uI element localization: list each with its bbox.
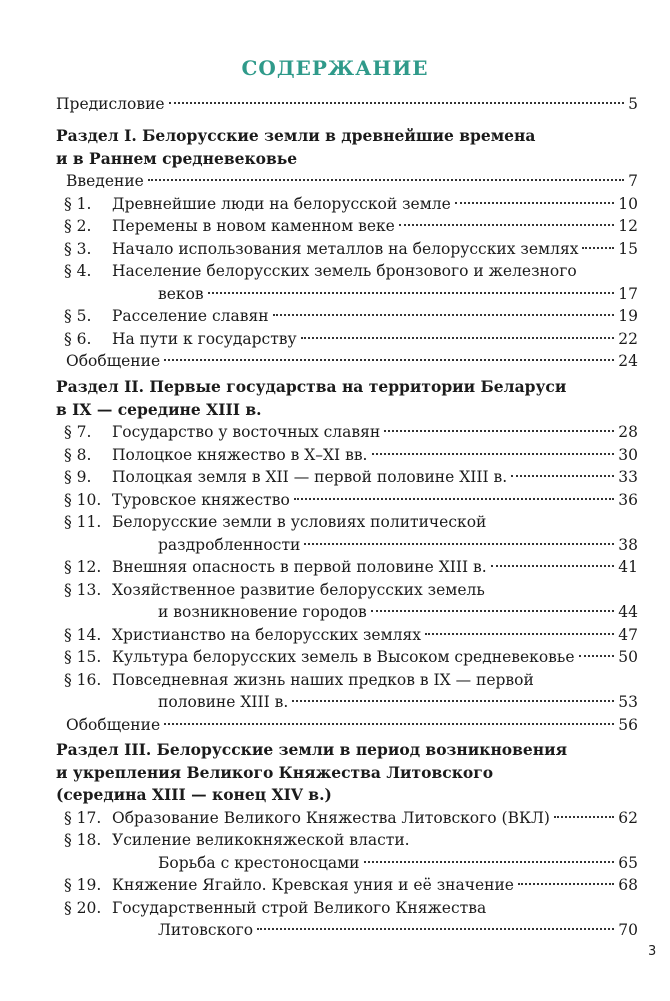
dot-leader [164,723,614,725]
dot-leader [364,861,615,863]
section-title: (середина XIII — конец XIV в.) [56,785,332,804]
entry-title: Литовского [158,921,254,939]
entry-title: Предисловие [56,95,165,113]
entry-title: Расселение славян [112,307,269,325]
entry-title: Полоцкое княжество в X–XI вв. [112,445,368,464]
section-number: § 4. [64,262,92,280]
dot-leader [164,359,614,361]
entry-page: 5 [628,95,638,113]
section-number: § 11. [64,513,102,531]
toc-entry [112,304,638,328]
entry-title: Введение [66,172,144,190]
entry-page: 70 [618,921,638,939]
section-number: § 16. [64,670,102,689]
entry-page: 12 [618,217,638,235]
toc-entry [112,420,638,444]
toc-entry [112,488,638,512]
entry-title: Население белорусских земель бронзового и железного [112,262,577,280]
toc-entry [66,169,638,193]
entry-title: Внешняя опасность в первой половине XIII в. [112,558,487,576]
dot-leader [292,700,614,702]
section-number: § 19. [64,876,102,894]
entry-title: На пути к государству [112,329,297,348]
section-number: § 9. [64,468,92,486]
toc-entry [158,282,638,306]
dot-leader [257,928,614,930]
entry-page: 17 [618,284,638,303]
entry-page: 30 [618,445,638,464]
entry-page: 10 [618,194,638,213]
dot-leader [371,610,615,612]
section-title: в IX — середине XIII в. [56,399,262,419]
section-number: § 15. [64,648,102,666]
toc-entry [112,806,638,830]
entry-page: 62 [618,808,638,827]
dot-leader [304,543,614,545]
toc-entry [158,851,638,875]
toc-entry [112,327,638,351]
entry-title: раздробленности [158,535,301,554]
dot-leader [169,102,625,104]
toc-entry [158,600,638,624]
toc-entry [158,533,638,557]
entry-title: Начало использования металлов на белорусских землях [112,239,579,258]
section-number: § 6. [64,329,92,348]
toc-entry [66,349,638,373]
section-title: и в Раннем средневековье [56,148,298,168]
entry-page: 15 [618,239,638,258]
dot-leader [518,883,614,885]
dot-leader [148,179,624,181]
section-number: § 18. [64,831,102,849]
entry-page: 19 [618,307,638,325]
entry-title: и возникновение городов [158,603,367,621]
toc-entry [112,237,638,261]
entry-title: Образование Великого Княжества Литовского (ВКЛ) [112,808,550,827]
section-number: § 8. [64,445,92,464]
entry-title: Повседневная жизнь наших предков в IX — первой [112,670,534,689]
dot-leader [511,475,614,477]
toc-entry [112,623,638,647]
section-number: § 1. [64,194,92,213]
dot-leader [425,633,614,635]
entry-title: Обобщение [66,352,161,370]
toc-entry [112,645,638,669]
entry-title: Княжение Ягайло. Кревская уния и её значение [112,876,514,894]
dot-leader [372,453,615,455]
toc-entry [112,555,638,579]
entry-page: 53 [618,693,638,711]
toc-entry [112,873,638,897]
entry-title: Государственный строй Великого Княжества [112,898,487,917]
entry-title: Христианство на белорусских землях [112,625,422,644]
entry-page: 36 [618,490,638,509]
entry-page: 56 [618,715,638,734]
dot-leader [273,314,615,316]
entry-page: 50 [618,648,638,666]
entry-title: Туровское княжество [112,490,290,509]
section-number: § 12. [64,558,102,576]
entry-title: Обобщение [66,715,161,734]
entry-page: 68 [618,876,638,894]
entry-title: Древнейшие люди на белорусской земле [112,194,451,213]
entry-title: Усиление великокняжеской власти. [112,831,410,849]
dot-leader [455,202,614,204]
entry-title: Белорусские земли в условиях политической [112,513,487,531]
dot-leader [208,292,615,294]
entry-page: 22 [618,329,638,348]
entry-page: 38 [618,535,638,554]
entry-page: 24 [618,352,638,370]
section-title: Раздел II. Первые государства на территории Беларуси [56,377,567,396]
section-title: Раздел III. Белорусские земли в период возникновения [56,740,568,759]
entry-title: половине XIII в. [158,693,289,711]
dot-leader [491,565,615,567]
dot-leader [301,337,615,339]
dot-leader [579,655,615,657]
entry-page: 7 [628,172,638,190]
section-number: § 10. [64,490,102,509]
section-number: § 17. [64,808,102,827]
dot-leader [554,816,614,818]
dot-leader [294,498,614,500]
section-number: § 14. [64,625,102,644]
section-number: § 3. [64,239,92,258]
section-number: § 2. [64,217,92,235]
toc-entry [158,918,638,942]
entry-title: Перемены в новом каменном веке [112,217,395,235]
toc-entry [66,713,638,737]
page-number: 3 [648,944,657,959]
toc-entry [112,192,638,216]
entry-title: Борьба с крестоносцами [158,853,360,872]
toc-entry [112,465,638,489]
section-number: § 7. [64,423,92,441]
section-title: Раздел I. Белорусские земли в древнейшие времена [56,126,536,145]
entry-page: 47 [618,625,638,644]
section-number: § 5. [64,307,92,325]
toc-entry [158,690,638,714]
entry-title: Культура белорусских земель в Высоком средневековье [112,648,575,666]
dot-leader [399,224,614,226]
entry-page: 65 [618,853,638,872]
entry-page: 28 [618,423,638,441]
page-title: СОДЕРЖАНИЕ [241,56,429,80]
section-title: и укрепления Великого Княжества Литовского [56,762,494,782]
dot-leader [582,247,614,249]
section-number: § 13. [64,580,102,599]
entry-title: веков [158,284,204,303]
toc-entry-preface [56,92,638,116]
entry-title: Хозяйственное развитие белорусских земель [112,580,485,599]
entry-page: 44 [618,603,638,621]
entry-page: 41 [618,558,638,576]
entry-title: Полоцкая земля в XII — первой половине XIII в. [112,468,508,486]
toc-entry [112,214,638,238]
dot-leader [384,430,614,432]
entry-title: Государство у восточных славян [112,423,381,441]
entry-page: 33 [618,468,638,486]
toc-entry [112,443,638,467]
section-number: § 20. [64,898,102,917]
